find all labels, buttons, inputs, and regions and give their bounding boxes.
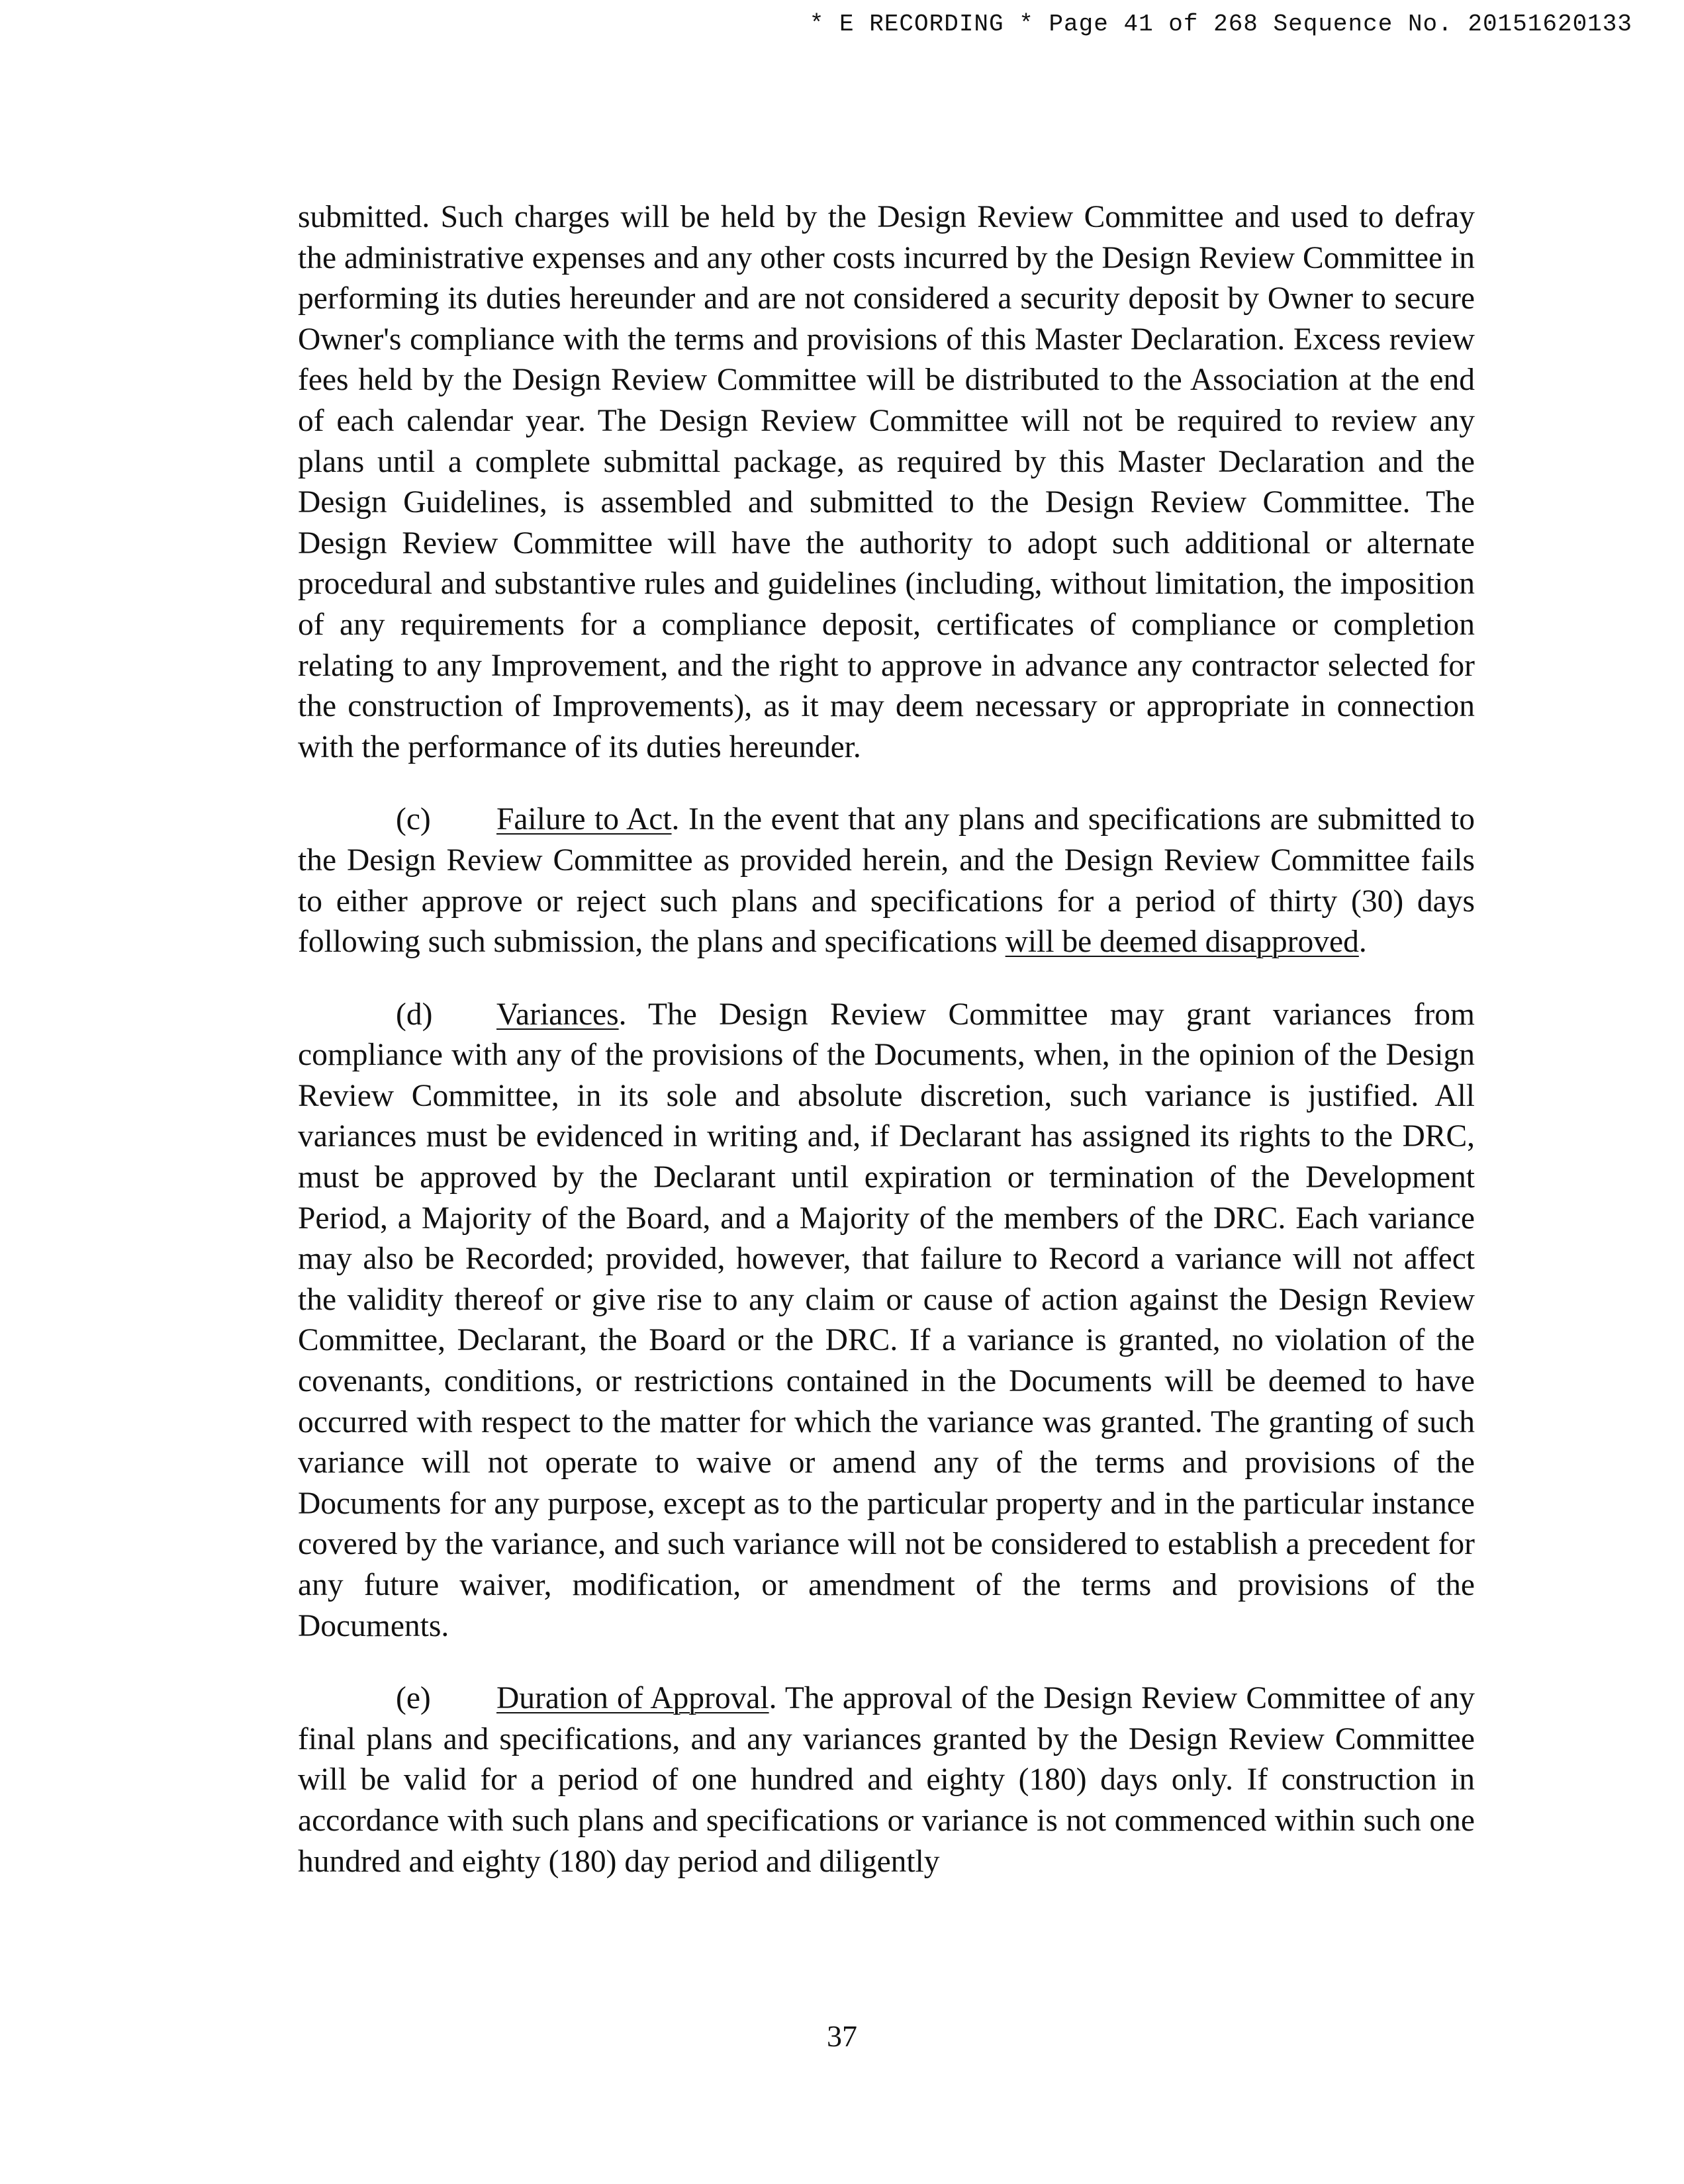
- paragraph-c-underlined-tail: will be deemed disapproved: [1005, 925, 1359, 960]
- paragraph-e: (e) Duration of Approval. The approval of the Design Review Committee of any final plans and specifications, and any variances granted by the Design Review Committee will be valid for a period of one hundred and eighty (180) days only. If construction in accordance with such plans and specifications or variance is not commenced within such one hundred and eighty (180) day period and diligently: [298, 1678, 1475, 1882]
- paragraph-c-heading: Failure to Act: [496, 802, 672, 837]
- page-number: 37: [827, 2019, 857, 2053]
- paragraph-d-label: (d): [396, 997, 433, 1032]
- paragraph-e-text: The approval of the Design Review Committee of any final plans and specifications, and any variances granted by the Design Review Committee will be valid for a period of one hundred and eighty (180) days only. If construction in accordance with such plans and specifications or variance is not commenced within such one hundred and eighty (180) day period and diligently: [298, 1681, 1475, 1879]
- paragraph-d-heading: Variances: [496, 997, 619, 1032]
- paragraph-d-text: The Design Review Committee may grant variances from compliance with any of the provisions of the Documents, when, in the opinion of the Design Review Committee, in its sole and absolute discretion, such variance is justified. All variances must be evidenced in writing and, if Declarant has assigned its rights to the DRC, must be approved by the Declarant until expiration or termination of the Development Period, a Majority of the Board, and a Majority of the members of the DRC. Each variance may also be Recorded; provided, however, that failure to Record a variance will not affect the validity thereof or give rise to any claim or cause of action against the Design Review Committee, Declarant, the Board or the DRC. If a variance is granted, no violation of the covenants, conditions, or restrictions contained in the Documents will be deemed to have occurred with respect to the matter for which the variance was granted. The granting of such variance will not operate to waive or amend any of the terms and provisions of the Documents for any purpose, except as to the particular property and in the particular instance covered by the variance, and such variance will not be considered to establish a precedent for any future waiver, modification, or amendment of the terms and provisions of the Documents.: [298, 997, 1475, 1643]
- recording-header: * E RECORDING * Page 41 of 268 Sequence No. 20151620133: [809, 11, 1632, 38]
- paragraph-c: (c) Failure to Act. In the event that any plans and specifications are submitted to the Design Review Committee as provided herein, and the Design Review Committee fails to either approve or reject such plans and specifications for a period of thirty (30) days following such submission, the plans and specifications will be deemed disapproved.: [298, 799, 1475, 962]
- document-body: [298, 197, 1475, 1914]
- paragraph-e-label: (e): [396, 1681, 431, 1716]
- paragraph-c-label: (c): [396, 802, 431, 837]
- paragraph-d: (d) Variances. The Design Review Committee may grant variances from compliance with any of the provisions of the Documents, when, in the opinion of the Design Review Committee, in its sole and absolute discretion, such variance is justified. All variances must be evidenced in writing and, if Declarant has assigned its rights to the DRC, must be approved by the Declarant until expiration or termination of the Development Period, a Majority of the Board, and a Majority of the members of the DRC. Each variance may also be Recorded; provided, however, that failure to Record a variance will not affect the validity thereof or give rise to any claim or cause of action against the Design Review Committee, Declarant, the Board or the DRC. If a variance is granted, no violation of the covenants, conditions, or restrictions contained in the Documents will be deemed to have occurred with respect to the matter for which the variance was granted. The granting of such variance will not operate to waive or amend any of the terms and provisions of the Documents for any purpose, except as to the particular property and in the particular instance covered by the variance, and such variance will not be considered to establish a precedent for any future waiver, modification, or amendment of the terms and provisions of the Documents.: [298, 995, 1475, 1647]
- paragraph-c-text: In the event that any plans and specifications are submitted to the Design Review Committee as provided herein, and the Design Review Committee fails to either approve or reject such plans and specifications for a period of thirty (30) days following such submission, the plans and specifications: [298, 802, 1475, 960]
- paragraph-b-continued: submitted. Such charges will be held by the Design Review Committee and used to defray the administrative expenses and any other costs incurred by the Design Review Committee in performing its duties hereunder and are not considered a security deposit by Owner to secure Owner's compliance with the terms and provisions of this Master Declaration. Excess review fees held by the Design Review Committee will be distributed to the Association at the end of each calendar year. The Design Review Committee will not be required to review any plans until a complete submittal package, as required by this Master Declaration and the Design Guidelines, is assembled and submitted to the Design Review Committee. The Design Review Committee will have the authority to adopt such additional or alternate procedural and substantive rules and guidelines (including, without limitation, the imposition of any requirements for a compliance deposit, certificates of compliance or completion relating to any Improvement, and the right to approve in advance any contractor selected for the construction of Improvements), as it may deem necessary or appropriate in connection with the performance of its duties hereunder.: [298, 200, 1475, 764]
- paragraph-e-heading: Duration of Approval: [496, 1681, 769, 1716]
